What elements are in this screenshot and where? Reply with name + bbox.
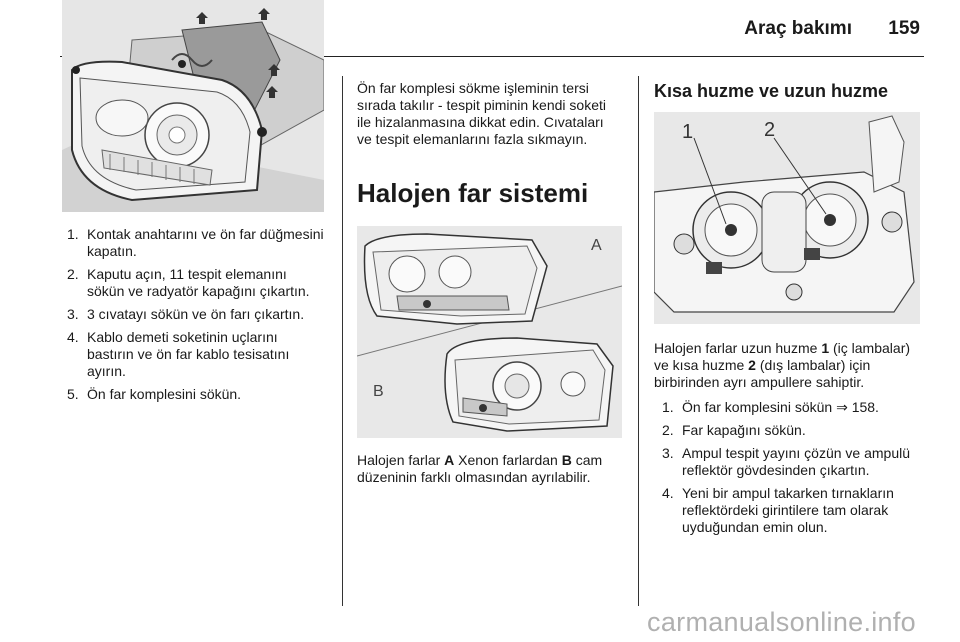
bulb-steps [654,399,924,536]
page-number: 159 [888,18,920,39]
step-text: Ampul tespit yayını çözün ve ampulü reflektör gövdesinden çıkartın. [682,445,911,478]
removal-steps [62,226,324,403]
list-item [62,386,324,403]
step-text: Ön far komplesini sökün [682,399,833,415]
desc-ref-2: 2 [748,357,756,373]
step-number: 5. [67,386,79,402]
halogen-xenon-figure [357,226,622,438]
header-title: Araç bakımı [744,18,852,39]
section-title: Halojen far sistemi [357,178,589,208]
column-2 [357,80,622,486]
caption-text: Xenon farlardan [454,452,562,468]
list-item [62,266,324,300]
bulb-location-figure [654,112,920,324]
label-1: 1 [682,121,694,143]
desc-text: (iç lambalar) ve kısa huzme [654,340,911,373]
label-b: B [373,383,384,400]
list-item [62,306,324,323]
caption-text: cam düzeninin farklı olmasından ayrılabilir. [357,452,603,485]
list-item [654,422,924,439]
column-divider-right [638,76,639,606]
step-number: 1. [67,226,79,242]
step-text: Yeni bir ampul takarken tırnakların reflektördeki girintilere tam olarak uyduğundan emin olun. [682,485,894,535]
step-number: 4. [67,329,79,345]
list-item [62,226,324,260]
step-number: 2. [662,422,674,438]
desc-ref-1: 1 [821,340,830,356]
column-3 [654,80,924,542]
watermark: carmanualsonline.info [647,607,916,637]
step-number: 2. [67,266,79,282]
caption-text: Halojen farlar [357,452,445,468]
label-2: 2 [764,119,776,141]
column-1 [62,0,324,409]
step-text: Far kapağını sökün. [682,422,806,438]
list-item [654,485,924,536]
page-ref-arrow-icon: ⇒ [836,399,848,415]
list-item [654,399,924,416]
list-item [654,445,924,479]
step-text: Kaputu açın, 11 tespit elemanını sökün ve radyatör kapağını çıkartın. [87,266,310,299]
page-ref[interactable]: 158. [847,399,879,415]
desc-text: Halojen farlar uzun huzme [654,340,822,356]
figure-caption [357,452,622,486]
desc-text: (dış lambalar) için birbirinden ayrı ampullere sahiptir. [654,357,871,390]
bulb-description [654,340,924,391]
caption-ref-a: A [444,452,455,468]
headlamp-removal-figure [62,0,324,212]
label-a: A [591,237,602,254]
step-number: 1. [662,399,674,415]
step-number: 3. [67,306,79,322]
step-text: Ön far komplesini sökün. [87,386,242,402]
step-number: 3. [662,445,674,461]
list-item [62,329,324,380]
column-divider-left [342,76,343,606]
step-number: 4. [662,485,674,501]
step-text: Kontak anahtarını ve ön far düğmesini kapatın. [87,226,324,259]
step-text: 3 cıvatayı sökün ve ön farı çıkartın. [87,306,305,322]
caption-ref-b: B [561,452,572,468]
reassembly-note: Ön far komplesi sökme işleminin tersi sırada takılır - tespit piminin kendi soketi ile hizalanmasına dikkat edin. Cıvataları ve tespit elemanlarını fazla sıkmayın. [357,80,606,147]
step-text: Kablo demeti soketinin uçlarını bastırın ve ön far kablo tesisatını ayırın. [87,329,290,379]
subsection-title: Kısa huzme ve uzun huzme [654,81,889,101]
